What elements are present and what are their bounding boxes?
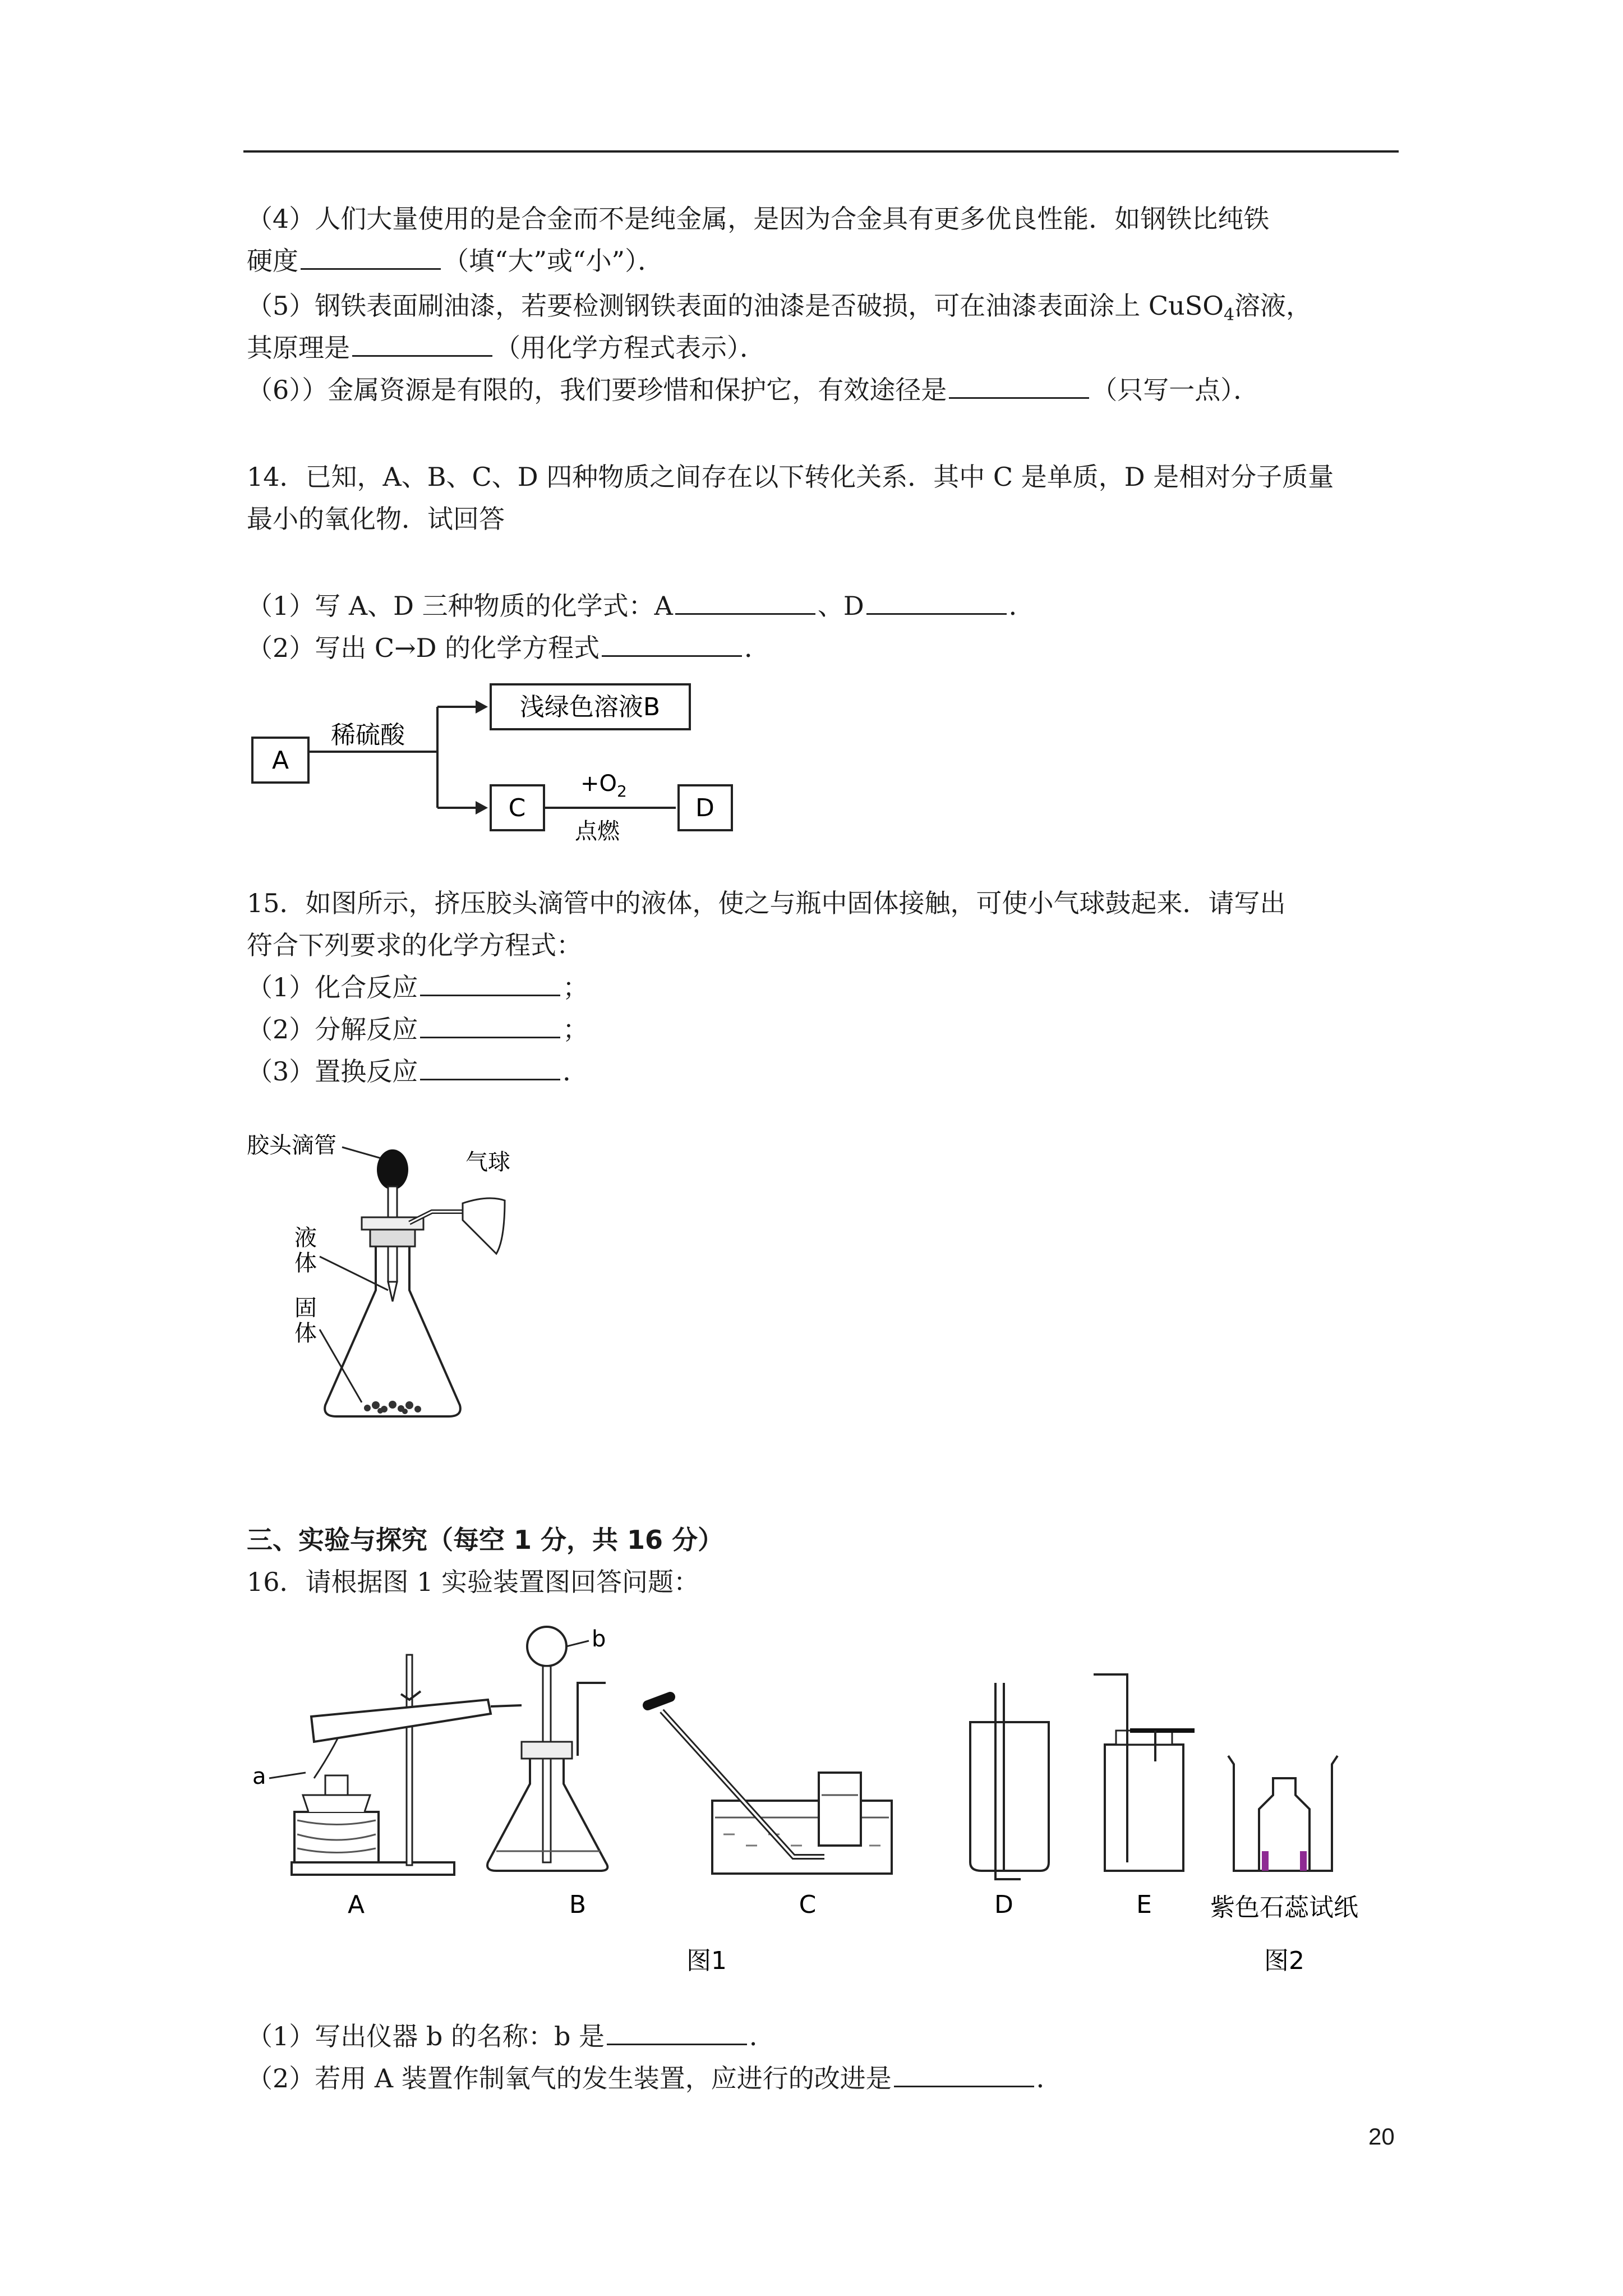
answer-blank[interactable] (894, 2062, 1034, 2087)
dropper-label: 胶头滴管 (247, 1133, 336, 1158)
ignite-label: 点燃 (575, 818, 620, 844)
answer-blank[interactable] (607, 2020, 747, 2045)
figure-2-beaker (1228, 1756, 1338, 1871)
q14-flow-diagram (241, 673, 746, 847)
balloon-label: 气球 (465, 1149, 510, 1175)
q14-sub1: （1）写 A、D 三种物质的化学式：A 、D ． (247, 591, 1035, 621)
svg-text:体: 体 (294, 1250, 317, 1276)
apparatus-c (648, 1697, 892, 1874)
q16-apparatus-figure (241, 1616, 1408, 1997)
q16-sub2: （2）若用 A 装置作制氧气的发生装置，应进行的改进是 ． (247, 2063, 1062, 2093)
label-fig2: 图2 (1264, 1947, 1304, 1975)
box-c-label: C (508, 794, 526, 822)
box-d-label: D (695, 794, 714, 822)
answer-blank[interactable] (420, 1055, 560, 1080)
answer-blank[interactable] (352, 332, 492, 357)
box-b-label: 浅绿色溶液B (519, 693, 661, 721)
q15-stem-line1: 15．如图所示，挤压胶头滴管中的液体，使之与瓶中固体接触，可使小气球鼓起来．请写出 (247, 888, 1286, 918)
q16-sub1: （1）写出仪器 b 的名称：b 是 ． (247, 2021, 776, 2051)
svg-text:体: 体 (294, 1320, 317, 1346)
label-C: C (799, 1890, 817, 1919)
label-A: A (347, 1890, 365, 1919)
apparatus-e (1094, 1674, 1195, 1871)
svg-text:b: b (592, 1626, 606, 1652)
apparatus-d (970, 1683, 1049, 1879)
answer-blank[interactable] (420, 1013, 560, 1038)
q16-stem: 16．请根据图 1 实验装置图回答问题： (247, 1567, 700, 1597)
q15-sub2: （2）分解反应 ； (247, 1014, 589, 1045)
q14-stem-line1: 14．已知，A、B、C、D 四种物质之间存在以下转化关系．其中 C 是单质，D 是相对分子质量 (247, 462, 1334, 492)
svg-text:液: 液 (294, 1225, 317, 1251)
label-fig1: 图1 (686, 1947, 727, 1975)
solid-particles (364, 1401, 421, 1414)
answer-blank[interactable] (602, 632, 742, 657)
header-rule (243, 150, 1399, 153)
litmus-paper-left (1262, 1851, 1269, 1871)
label-B: B (569, 1890, 587, 1919)
q14-stem-line2: 最小的氧化物．试回答 (247, 504, 505, 534)
answer-blank[interactable] (949, 374, 1089, 399)
label-D: D (994, 1890, 1013, 1919)
answer-blank[interactable] (301, 245, 441, 270)
svg-text:固: 固 (294, 1295, 317, 1321)
label-E: E (1136, 1890, 1152, 1919)
svg-text:a: a (252, 1764, 266, 1789)
o2-label: $+O_2$ (580, 771, 627, 800)
q13-p5-line2: 其原理是 （用化学方程式表示）． (247, 333, 766, 363)
apparatus-a (252, 1655, 522, 1875)
answer-blank[interactable] (420, 971, 560, 996)
q15-sub3: （3）置换反应 ． (247, 1056, 589, 1087)
q13-p4-line2: 硬度 （填“大”或“小”）． (247, 246, 664, 276)
dropper-bulb (377, 1149, 408, 1190)
q14-sub2: （2）写出 C→D 的化学方程式 ． (247, 633, 771, 663)
q13-p6-line: （6））金属资源是有限的，我们要珍惜和保护它，有效途径是 （只写一点）． (247, 375, 1260, 405)
answer-blank[interactable] (675, 590, 815, 615)
litmus-paper-right (1300, 1851, 1307, 1871)
reagent-label: 稀硫酸 (331, 721, 405, 749)
q15-flask-figure (241, 1122, 555, 1436)
q13-p4-line1: （4）人们大量使用的是合金而不是纯金属，是因为合金具有更多优良性能．如钢铁比纯铁 (247, 204, 1270, 234)
label-litmus: 紫色石蕊试纸 (1210, 1893, 1358, 1922)
balloon (463, 1198, 505, 1254)
page-number: 20 (1368, 2123, 1395, 2150)
section3-heading: 三、实验与探究（每空 1 分，共 16 分） (247, 1525, 724, 1555)
box-a-label: A (271, 746, 289, 775)
answer-blank[interactable] (866, 590, 1007, 615)
q15-stem-line2: 符合下列要求的化学方程式： (247, 930, 582, 960)
q15-sub1: （1）化合反应 ； (247, 972, 589, 1002)
q13-p5-line1: （5）钢铁表面刷油漆，若要检测钢铁表面的油漆是否破损，可在油漆表面涂上 CuSO$_4$溶液， (247, 291, 1312, 325)
apparatus-b (487, 1626, 607, 1871)
